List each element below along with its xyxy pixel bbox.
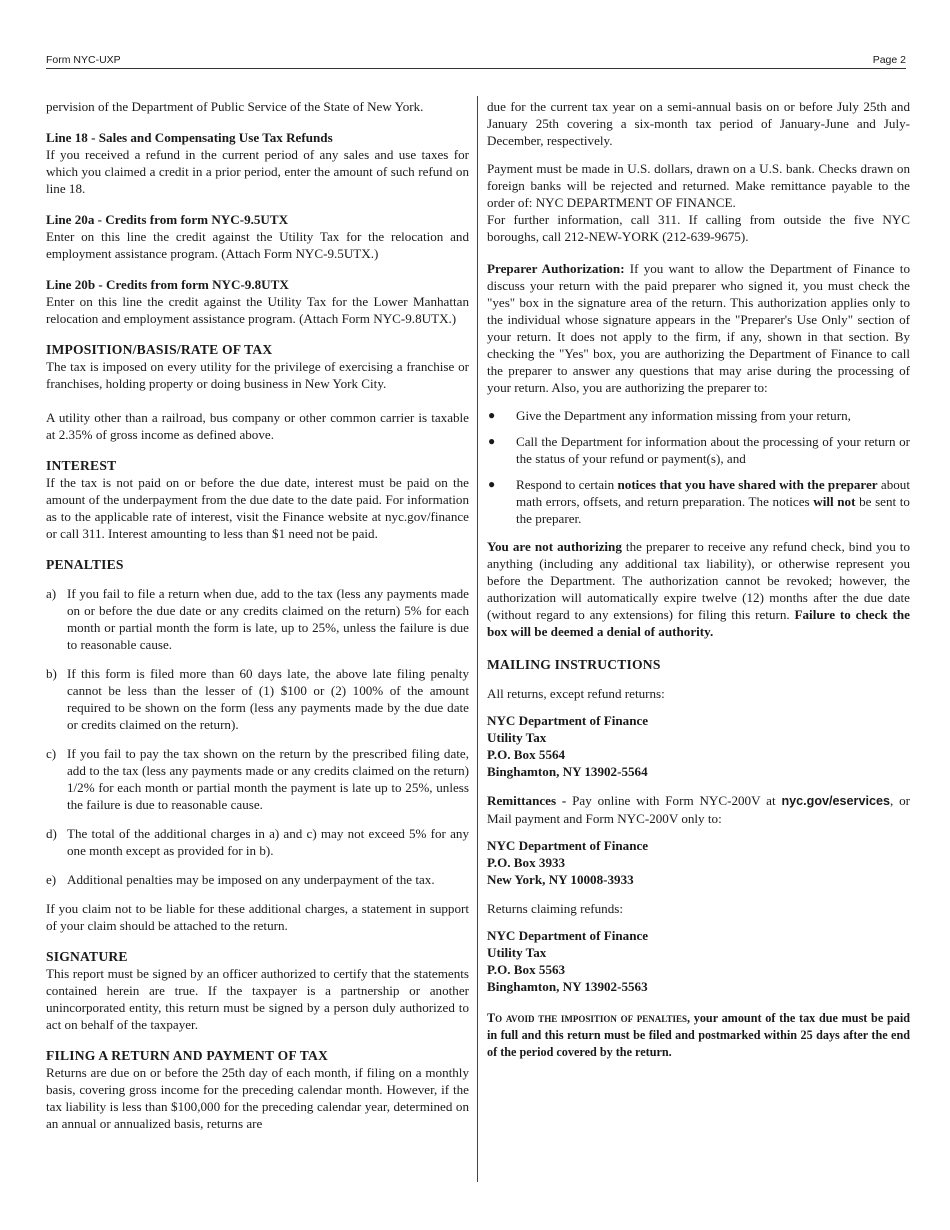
preparer-bullet: ● Give the Department any information missing from your return, xyxy=(488,408,851,423)
refunds-label: Returns claiming refunds: xyxy=(487,901,624,916)
line20b-section xyxy=(46,276,469,327)
signature-section xyxy=(46,948,469,1033)
right-column xyxy=(487,98,910,1061)
left-column xyxy=(46,98,469,1132)
filing-continued: due for the current tax year on a semi-annual basis on or before July 25th and January 25th covering a six-month tax period of January-June and July-December, respectively. xyxy=(487,99,910,148)
info-text: For further information, call 311. If calling from outside the five NYC boroughs, call 212-NEW-YORK (212-639-9675). xyxy=(487,212,910,244)
preparer-lead: Preparer Authorization: xyxy=(487,261,625,276)
imposition-body-2: A utility other than a railroad, bus company or other common carrier is taxable at 2.35% of gross income as defined above. xyxy=(46,410,469,442)
line20a-body: Enter on this line the credit against the Utility Tax for the relocation and employment assistance program. (Attach Form NYC-9.5UTX.) xyxy=(46,229,469,261)
signature-body: This report must be signed by an officer authorized to certify that the statements contained herein are true. If the taxpayer is a partnership or another unincorporated entity, this return must be signed by a person duly authorized to act on behalf of the taxpayer. xyxy=(46,966,469,1032)
penalties-closing: If you claim not to be liable for these additional charges, a statement in support of your claim should be attached to the return. xyxy=(46,901,469,933)
signature-heading: SIGNATURE xyxy=(46,949,128,964)
mailing-heading: MAILING INSTRUCTIONS xyxy=(487,657,661,672)
interest-section xyxy=(46,457,469,542)
penalty-notice: To avoid the imposition of penalties, your amount of the tax due must be paid in full and this return must be filed and postmarked within 25 days after the end of the period covered by the return. xyxy=(487,1011,910,1059)
not-authorizing-text: You are not authorizing the preparer to receive any refund check, bind you to anything (including any additional tax liability), or otherwise represent you before the Department. The authorization cannot be revoked; however, the authorization will automatically expire twelve (12) months after the due date (without regard to any extensions) for filing this return. Failure to check the box will be deemed a denial of authority. xyxy=(487,539,910,639)
filing-body: Returns are due on or before the 25th day of each month, if filing on a monthly basis, covering gross income for the preceding calendar month. However, if the tax liability is less than $100,000 for the preceding calendar year, determined on an annual or annualized basis, returns are xyxy=(46,1065,469,1131)
filing-section xyxy=(46,1047,469,1132)
form-name: Form NYC-UXP xyxy=(46,54,121,66)
penalty-item: d) The total of the additional charges in a) and c) may not exceed 5% for any one month except as provided for in b). xyxy=(46,826,469,858)
line20b-body: Enter on this line the credit against the Utility Tax for the Lower Manhattan relocation and employment assistance program. (Attach Form NYC-9.8UTX.) xyxy=(46,294,469,326)
address-block-returns: NYC Department of Finance Utility Tax P.O. Box 5564 Binghamton, NY 13902-5564 xyxy=(487,713,649,779)
line18-section xyxy=(46,129,469,197)
line20b-heading: Line 20b - Credits from form NYC-9.8UTX xyxy=(46,277,289,292)
page-header xyxy=(46,54,906,69)
bullet-icon: ● xyxy=(488,408,496,422)
line18-body: If you received a refund in the current period of any sales and use taxes for which you claimed a credit in a prior period, enter the amount of such refund on line 18. xyxy=(46,147,469,196)
address-block-remittances: NYC Department of Finance P.O. Box 3933 New York, NY 10008-3933 xyxy=(487,838,649,887)
penalty-item: b) If this form is filed more than 60 days late, the above late filing penalty cannot be less than the lesser of (1) $100 or (2) 100% of the amount required to be shown on the form (less any payments made by the due date or credits claimed on the return). xyxy=(46,666,469,732)
column-divider xyxy=(477,96,478,1182)
preparer-bullet: ● Respond to certain notices that you have shared with the preparer about math errors, offsets, and return preparation. The notices will not be sent to the preparer. xyxy=(488,477,910,526)
eservices-link[interactable]: nyc.gov/eservices xyxy=(781,794,890,808)
intro-text: pervision of the Department of Public Service of the State of New York. xyxy=(46,99,424,114)
interest-heading: INTEREST xyxy=(46,458,117,473)
page-number: Page 2 xyxy=(872,54,906,66)
line20a-section xyxy=(46,211,469,262)
all-returns-label: All returns, except refund returns: xyxy=(487,686,665,701)
bullet-icon: ● xyxy=(488,434,496,448)
penalty-item: c) If you fail to pay the tax shown on the return by the prescribed filing date, add to the tax (less any payments made or any credits claimed on the return) 1/2% for each month or partial month the payment is late up to 25%, unless the failure is due to reasonable cause. xyxy=(46,746,469,812)
bullet-icon: ● xyxy=(488,477,496,491)
imposition-body-1: The tax is imposed on every utility for the privilege of exercising a franchise or franchises, holding property or doing business in New York City. xyxy=(46,359,469,391)
remittances-text: Remittances - Pay online with Form NYC-200V at nyc.gov/eservices, or Mail payment and Form NYC-200V only to: xyxy=(487,793,910,826)
penalties-heading: PENALTIES xyxy=(46,557,124,572)
preparer-bullet: ● Call the Department for information about the processing of your return or the status of your refund or payment(s), and xyxy=(488,434,910,466)
preparer-authorization: Preparer Authorization: If you want to allow the Department of Finance to discuss your return with the paid preparer who signed it, you must check the "yes" box in the signature area of the return. This authorization applies only to the individual whose signature appears in the "Preparer's Use Only" section of your return. It does not apply to the firm, if any, shown in that section. By checking the "Yes" box, you are authorizing the Department of Finance to call the preparer to answer any questions that may arise during the processing of your return. Also, you are authorizing the preparer to: xyxy=(487,261,910,395)
payment-text: Payment must be made in U.S. dollars, drawn on a U.S. bank. Checks drawn on foreign banks will be rejected and returned. Make remittance payable to the order of: NYC DEPARTMENT OF FINANCE. xyxy=(487,161,910,210)
line20a-heading: Line 20a - Credits from form NYC-9.5UTX xyxy=(46,212,289,227)
imposition-heading: IMPOSITION/BASIS/RATE OF TAX xyxy=(46,342,273,357)
interest-body: If the tax is not paid on or before the due date, interest must be paid on the amount of the underpayment from the due date to the date paid. For information as to the applicable rate of interest, visit the Finance website at nyc.gov/finance or call 311. Interest amounting to less than $1 need not be paid. xyxy=(46,475,469,541)
address-block-refunds: NYC Department of Finance Utility Tax P.O. Box 5563 Binghamton, NY 13902-5563 xyxy=(487,928,649,994)
imposition-section xyxy=(46,341,469,443)
penalty-item: a) If you fail to file a return when due, add to the tax (less any payments made on or before the due date or any credits claimed on the return) 5% for each month or partial month the form is late, up to 25%, unless the failure is due to reasonable cause. xyxy=(46,586,469,652)
filing-heading: FILING A RETURN AND PAYMENT OF TAX xyxy=(46,1048,328,1063)
penalties-section xyxy=(46,556,469,934)
penalty-item: e) Additional penalties may be imposed on any underpayment of the tax. xyxy=(46,872,435,887)
line18-heading: Line 18 - Sales and Compensating Use Tax Refunds xyxy=(46,130,333,145)
